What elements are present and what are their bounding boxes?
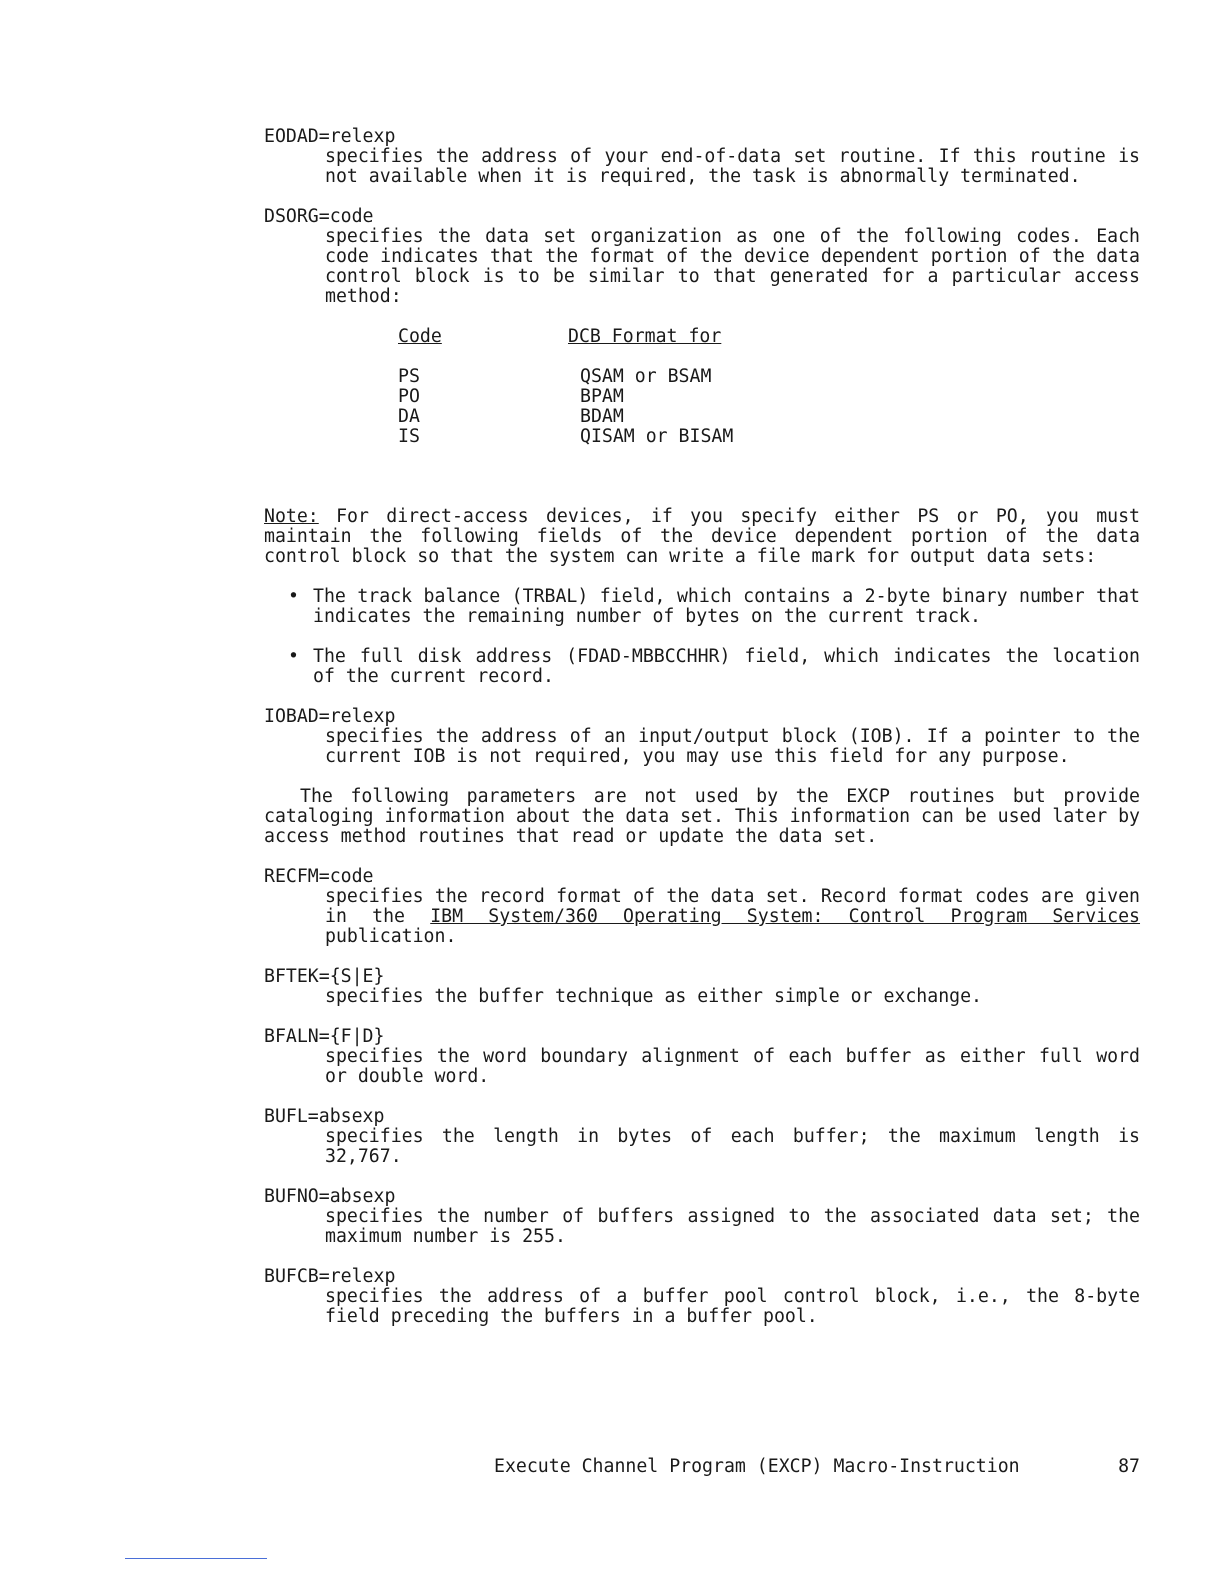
page-number: 87 xyxy=(1118,1456,1140,1477)
desc-bfaln: specifies the word boundary alignment of each buffer as either full word or double word. xyxy=(325,1046,1140,1087)
desc-eodad: specifies the address of your end-of-data set routine. If this routine is not available when it is required, the task is abnormally terminated. xyxy=(325,146,1140,187)
note-bullet-list xyxy=(288,587,1140,687)
note-block xyxy=(264,507,1140,687)
term-eodad: EODAD=relexp xyxy=(264,126,396,147)
table-header-code: Code xyxy=(398,326,442,347)
table-cell-format: QISAM or BISAM xyxy=(580,426,734,447)
term-dsorg: DSORG=code xyxy=(264,206,374,227)
desc-iobad: specifies the address of an input/output block (IOB). If a pointer to the current IOB is not required, you may use this field for any purpose. xyxy=(325,726,1140,767)
recfm-desc-before: specifies the record format of the data set. Record format codes are given in the xyxy=(325,886,1140,927)
desc-bufcb: specifies the address of a buffer pool control block, i.e., the 8-byte field preceding the buffers in a buffer pool. xyxy=(325,1286,1140,1327)
desc-bufno: specifies the number of buffers assigned to the associated data set; the maximum number is 255. xyxy=(325,1206,1140,1247)
bullet-text: The track balance (TRBAL) field, which contains a 2-byte binary number that indicates the remaining number of bytes on the current track. xyxy=(313,586,1140,627)
dsorg-table xyxy=(398,327,1140,447)
table-cell-code: IS xyxy=(398,426,420,447)
desc-bufl: specifies the length in bytes of each buffer; the maximum length is 32,767. xyxy=(325,1126,1140,1167)
entry-bufno xyxy=(264,1187,1140,1247)
entry-recfm xyxy=(264,867,1140,947)
entry-dsorg xyxy=(264,207,1140,447)
list-item xyxy=(288,647,1140,687)
entry-bufcb xyxy=(264,1267,1140,1327)
table-row xyxy=(398,387,1140,407)
table-cell-code: PO xyxy=(398,386,420,407)
footer-rule xyxy=(125,1558,267,1559)
term-bfaln: BFALN={F|D} xyxy=(264,1026,385,1047)
table-cell-format: QSAM or BSAM xyxy=(580,366,712,387)
recfm-publication-reference: IBM System/360 Operating System: Control Program Services xyxy=(430,906,1141,927)
desc-recfm xyxy=(325,887,1140,947)
recfm-desc-after: publication. xyxy=(325,926,457,947)
term-recfm: RECFM=code xyxy=(264,866,374,887)
list-item xyxy=(288,587,1140,627)
table-row xyxy=(398,427,1140,447)
term-iobad: IOBAD=relexp xyxy=(264,706,396,727)
table-row xyxy=(398,367,1140,387)
desc-dsorg: specifies the data set organization as one of the following codes. Each code indicates that the format of the device dependent portion of the data control block is to be similar to that generated for a particular access method: xyxy=(325,226,1140,307)
term-bufno: BUFNO=absexp xyxy=(264,1186,396,1207)
note-text: For direct-access devices, if you specify either PS or PO, you must maintain the following fields of the device dependent portion of the data control block so that the system can write a file mark for output data sets: xyxy=(264,506,1140,567)
bullet-icon: • xyxy=(288,646,299,667)
entry-bufl xyxy=(264,1107,1140,1167)
bullet-text: The full disk address (FDAD-MBBCCHHR) field, which indicates the location of the current record. xyxy=(313,646,1140,687)
note-label: Note: xyxy=(264,506,319,527)
page-footer xyxy=(494,1457,1140,1477)
table-cell-format: BPAM xyxy=(580,386,624,407)
term-bufcb: BUFCB=relexp xyxy=(264,1266,396,1287)
table-cell-code: PS xyxy=(398,366,420,387)
term-bftek: BFTEK={S|E} xyxy=(264,966,385,987)
term-bufl: BUFL=absexp xyxy=(264,1106,385,1127)
footer-title: Execute Channel Program (EXCP) Macro-Instruction xyxy=(494,1456,1020,1477)
table-header-format: DCB Format for xyxy=(568,326,722,347)
entry-iobad xyxy=(264,707,1140,767)
entry-eodad xyxy=(264,127,1140,187)
table-row xyxy=(398,407,1140,427)
note-paragraph xyxy=(264,507,1140,567)
table-cell-code: DA xyxy=(398,406,420,427)
table-cell-format: BDAM xyxy=(580,406,624,427)
table-header-row xyxy=(398,327,1140,347)
desc-bftek: specifies the buffer technique as either simple or exchange. xyxy=(325,986,982,1007)
entry-bfaln xyxy=(264,1027,1140,1087)
entry-bftek xyxy=(264,967,1140,1007)
page-body xyxy=(264,127,1140,1327)
bullet-icon: • xyxy=(288,586,299,607)
following-parameters-paragraph: The following parameters are not used by the EXCP routines but provide cataloging information about the data set. This information can be used later by access method routines that read or update the data set. xyxy=(264,786,1140,847)
